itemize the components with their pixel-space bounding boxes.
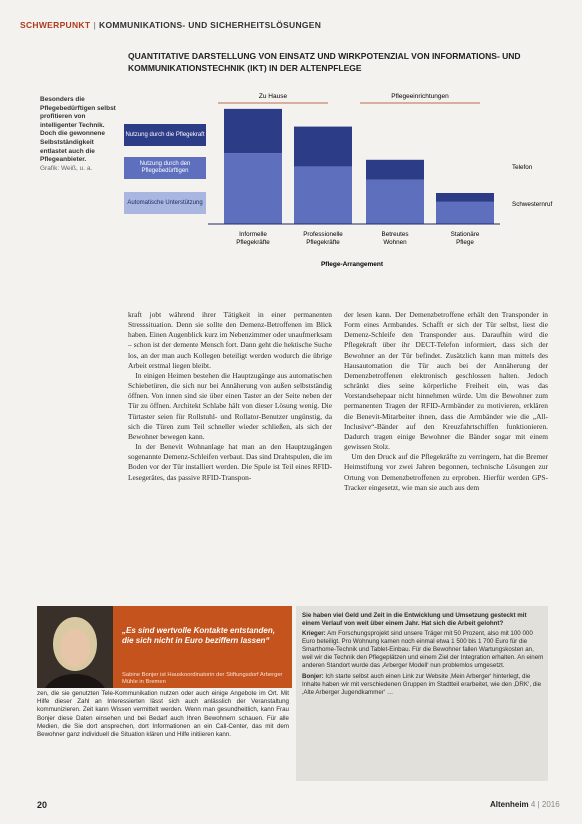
chart-title: QUANTITATIVE DARSTELLUNG VON EINSATZ UND WIRKPOTENZIAL VON INFORMATIONS- UND KOMMUNIKATIONSTECHNIK (IKT) IN DER ALTENPFLEGE xyxy=(128,51,521,73)
interview-question: Sie haben viel Geld und Zeit in die Entwicklung und Umsetzung gesteckt mit einem Verlauf von weit über einem Jahr. Hat sich die Arbeit gelohnt? xyxy=(302,612,527,628)
x-tick-label-2-0: Betreutes xyxy=(381,231,409,238)
bar-segment-patient-2 xyxy=(366,180,424,224)
x-tick-label-3-1: Pflege xyxy=(456,239,474,246)
quote-continuation: zen, die sie genutzten Tele-Kommunikation nutzen oder auch einige Angebote im Ort. Mit Hilfe dieser Zahl an Interessierten lässt sich auch anlässlich der Veranstaltung kommunizieren. Zeit kann Wissen vermittelt werden. Wenn man gesundheitlich, kann Frau Bonjer diese Daten einsehen und bei Bedarf auch Ihren Bewohnern schauen. Für alle Medien, die Sie dort ansprechen, dort Informationen an ein Call-Center, das mit dem Bewohner ganz individuell die Situation klären und Hilfe initiieren kann. xyxy=(37,690,289,739)
article-column-2 xyxy=(344,310,548,493)
x-tick-label-0-1: Pflegekräfte xyxy=(236,239,270,246)
bar-segment-caregiver-1 xyxy=(294,127,352,167)
section-label: SCHWERPUNKT xyxy=(20,20,91,30)
article-column-1 xyxy=(128,310,332,483)
magazine-footer xyxy=(490,800,560,809)
article-col2-text: der lesen kann. Der Demenzbetroffene erhält den Transponder in Form eines Armbandes. Schafft er sich der Tür selbst, liest die Demenz-Schleife den Transponder aus. Daraufhin wird die Pflegekraft über ihr DECT-Telefon informiert, dass sich der Bewohner an der Tür befindet. Zusätzlich kann man mittels des Hausautomation die Tür auch bei der Annäherung der Demenzbetroffenen elektronisch geschlossen halten. Jedoch schränkt dies seine körperliche Freiheit ein, was das Vorstandsehepaar nicht hinnehmen würde. Um die Bewohner zum permanenten Tragen der RFID-Armbänder zu motivieren, erklären die Benevit-Mitarbeiter ihnen, dass die Armbänder wie die „All-Inclusive“-Bänder auf den Kreuzfahrtschiffen funktionieren. Dadurch tragen einige Bewohner die Bänder sogar mit einem gewissen Stolz. Um den Druck auf die Pflegekräfte zu verringern, hat die Bremer Heimstiftung vor zwei Jahren begonnen, technische Lösungen zur Ortung von Demenzbetroffenen zu erproben. Hierfür werden GPS-Tracker eingesetzt, wie man sie auch aus dem xyxy=(344,310,548,492)
group-label-institution: Pflegeeinrichtungen xyxy=(391,93,449,100)
person-icon xyxy=(37,606,113,688)
side-note-text: Besonders die Pflegebedürftigen selbst profitieren von intelligenter Technik. Doch die gewonnene Selbstständigkeit entlastet auch die Pflegeanbieter. xyxy=(40,96,116,164)
page-number: 20 xyxy=(37,800,48,810)
header-separator: | xyxy=(93,20,97,30)
answer-1-text: Am Forschungsprojekt sind unsere Träger mit 50 Prozent, also mit 100 000 Euro beteiligt. Pro Wohnung kamen noch einmal etwa 1 500 bis 1 700 Euro für die Smarthome-Technik und Tablet-Einbau. Für die Bewohner fallen Wartungskosten an, weil wir die Technik den Pflegeplätzen und einem Ziel der Integration erhalten. An einem anderen Standort wurde das ‚Arberger Modell‘ nun problemlos umgesetzt. xyxy=(302,630,544,670)
legend-label-middle: Nutzung durch den Pflegebedürftigen xyxy=(139,161,191,174)
magazine-issue: 4 | 2016 xyxy=(530,800,560,809)
right-label-phone: Telefon xyxy=(512,164,533,171)
bar-segment-patient-3 xyxy=(436,202,494,224)
x-tick-label-3-0: Stationäre xyxy=(450,231,480,238)
bar-segment-caregiver-0 xyxy=(224,109,282,153)
ikt-chart xyxy=(0,0,582,300)
answer-krieger xyxy=(302,630,544,670)
x-tick-label-1-1: Pflegekräfte xyxy=(306,239,340,246)
bar-segment-caregiver-2 xyxy=(366,160,424,180)
bar-segment-patient-1 xyxy=(294,166,352,224)
quote-caption: Sabine Bonjer ist Hauskoordinatorin der Stiftungsdorf Arberger Mühle in Bremen xyxy=(122,672,283,685)
x-axis-label: Pflege-Arrangement xyxy=(320,261,384,268)
legend-label-bottom: Automatische Unterstützung xyxy=(127,199,203,206)
right-label-nurse-call: Schwesternruf xyxy=(512,201,553,208)
answer-1-speaker: Krieger: xyxy=(302,630,326,638)
legend-label-top: Nutzung durch die Pflegekraft xyxy=(125,131,205,138)
group-label-home: Zu Hause xyxy=(258,93,288,100)
article-col1-text: kraft jobt während ihrer Tätigkeit in einer permanenten Stresssituation. Denn sie sollte den Demenz-Betroffenen im Blick haben. Einen Augenblick kurz im Nebenzimmer oder unaufmerksam – schon ist der demente Mensch fort. Dann geht die hektische Suche los, an der man auch Kollegen beteiligt werden wodurch die übrige Arbeit erstmal liegen bleibt. In einigen Heimen bestehen die Hauptzugänge aus automatischen Schiebetüren, die sich nur bei Annäherung von außen selbstständig öffnen. Von innen sind sie über einen Taster an der Seite neben der Tür zu öffnen. Architekt Schlabe hält von dieser Lösung wenig. Die Türtaster seien für Rollstuhl- und Rollator-Benutzer ungünstig, da sich die Türen zum Teil schneller wieder schließen, als sich der Bewohner bewegen kann. In der Benevit Wohnanlage hat man an den Hauptzugängen sogenannte Demenz-Schleifen verbaut. Das sind Drahtspulen, die im Boden vor der Tür installiert werden. Die Spule ist Teil eines RFID-Lesegerätes, das passive RFID-Transpon- xyxy=(128,310,332,482)
x-tick-label-1-0: Professionelle xyxy=(303,231,343,238)
side-note-source: Grafik: Weiß, u. a. xyxy=(40,164,93,172)
portrait-photo xyxy=(37,606,113,688)
interview-content xyxy=(302,612,544,697)
answer-bonjer xyxy=(302,673,544,697)
magazine-name: Altenheim xyxy=(490,800,529,809)
bar-segment-caregiver-3 xyxy=(436,193,494,202)
section-topic: KOMMUNIKATIONS- UND SICHERHEITSLÖSUNGEN xyxy=(99,20,322,30)
quote-text: „Es sind wertvolle Kontakte entstanden, die sich nicht in Euro beziffern lassen“ xyxy=(122,626,275,645)
answer-2-speaker: Bonjer: xyxy=(302,673,324,681)
x-tick-label-2-1: Wohnen xyxy=(383,239,407,246)
x-tick-label-0-0: Informelle xyxy=(239,231,267,238)
answer-2-text: Ich starte selbst auch einen Link zur Website ‚Mein Arberger‘ hinterlegt, die Inhalte haben wir mit verschiedenen Gruppen im Stadtteil erarbeitet, wie den ‚DRK‘, die ‚Alte Arberger Jugendkammer‘ … xyxy=(302,673,542,697)
bar-segment-patient-0 xyxy=(224,153,282,224)
